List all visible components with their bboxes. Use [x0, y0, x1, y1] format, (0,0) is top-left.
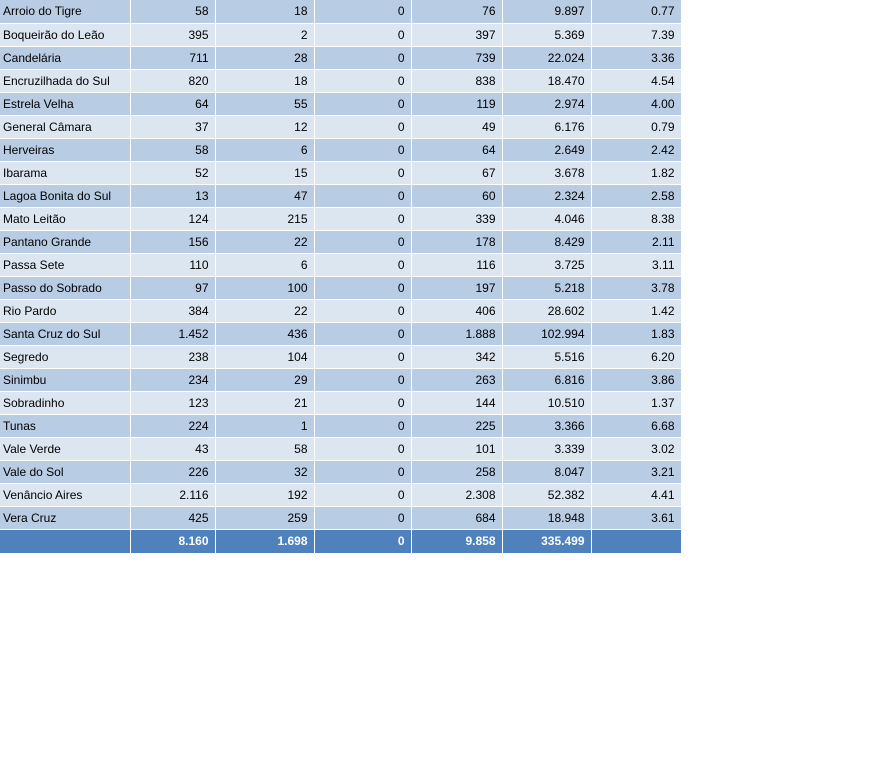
table-row: [0, 345, 681, 368]
municipality-name-cell: Estrela Velha: [0, 92, 130, 115]
value-cell-c3: 0: [314, 23, 411, 46]
value-cell-c1: 64: [130, 92, 215, 115]
value-cell-c2: 6: [215, 138, 314, 161]
municipality-name-cell: Tunas: [0, 414, 130, 437]
value-cell-c6: 1.82: [591, 161, 681, 184]
municipality-name-cell: Venâncio Aires: [0, 483, 130, 506]
value-cell-c2: 2: [215, 23, 314, 46]
value-cell-c3: 0: [314, 0, 411, 23]
value-cell-c6: 4.41: [591, 483, 681, 506]
value-cell-c4: 67: [411, 161, 502, 184]
value-cell-c6: 0.79: [591, 115, 681, 138]
value-cell-c3: 0: [314, 276, 411, 299]
table-row: [0, 437, 681, 460]
value-cell-c1: 58: [130, 0, 215, 23]
value-cell-c1: 384: [130, 299, 215, 322]
municipality-name-cell: Vera Cruz: [0, 506, 130, 529]
value-cell-c5: 22.024: [502, 46, 591, 69]
value-cell-c1: 156: [130, 230, 215, 253]
value-cell-c1: 820: [130, 69, 215, 92]
value-cell-c1: 43: [130, 437, 215, 460]
municipality-name-cell: Santa Cruz do Sul: [0, 322, 130, 345]
value-cell-c4: 178: [411, 230, 502, 253]
value-cell-c5: 3.366: [502, 414, 591, 437]
total-cell-c1: 8.160: [130, 529, 215, 553]
value-cell-c6: 3.11: [591, 253, 681, 276]
value-cell-c2: 22: [215, 299, 314, 322]
value-cell-c4: 2.308: [411, 483, 502, 506]
value-cell-c4: 60: [411, 184, 502, 207]
value-cell-c6: 4.54: [591, 69, 681, 92]
value-cell-c3: 0: [314, 92, 411, 115]
value-cell-c4: 258: [411, 460, 502, 483]
table-row: [0, 322, 681, 345]
value-cell-c4: 397: [411, 23, 502, 46]
value-cell-c3: 0: [314, 69, 411, 92]
value-cell-c2: 6: [215, 253, 314, 276]
table-row: [0, 276, 681, 299]
value-cell-c3: 0: [314, 253, 411, 276]
value-cell-c6: 0.77: [591, 0, 681, 23]
value-cell-c1: 224: [130, 414, 215, 437]
value-cell-c2: 21: [215, 391, 314, 414]
table-row: [0, 92, 681, 115]
municipality-name-cell: Arroio do Tigre: [0, 0, 130, 23]
value-cell-c1: 37: [130, 115, 215, 138]
total-cell-c4: 9.858: [411, 529, 502, 553]
municipality-name-cell: Sinimbu: [0, 368, 130, 391]
table-row: [0, 483, 681, 506]
value-cell-c4: 101: [411, 437, 502, 460]
value-cell-c6: 2.58: [591, 184, 681, 207]
value-cell-c5: 18.948: [502, 506, 591, 529]
municipality-name-cell: Encruzilhada do Sul: [0, 69, 130, 92]
value-cell-c4: 76: [411, 0, 502, 23]
table-row: [0, 69, 681, 92]
municipality-name-cell: Vale do Sol: [0, 460, 130, 483]
table-row: [0, 391, 681, 414]
value-cell-c5: 3.725: [502, 253, 591, 276]
value-cell-c2: 259: [215, 506, 314, 529]
value-cell-c5: 4.046: [502, 207, 591, 230]
value-cell-c2: 55: [215, 92, 314, 115]
value-cell-c5: 18.470: [502, 69, 591, 92]
municipality-name-cell: Ibarama: [0, 161, 130, 184]
value-cell-c5: 8.047: [502, 460, 591, 483]
table-row: [0, 414, 681, 437]
value-cell-c5: 28.602: [502, 299, 591, 322]
table-row: [0, 138, 681, 161]
value-cell-c5: 10.510: [502, 391, 591, 414]
municipality-name-cell: Candelária: [0, 46, 130, 69]
value-cell-c1: 425: [130, 506, 215, 529]
value-cell-c2: 22: [215, 230, 314, 253]
value-cell-c2: 29: [215, 368, 314, 391]
value-cell-c6: 2.11: [591, 230, 681, 253]
value-cell-c5: 52.382: [502, 483, 591, 506]
value-cell-c3: 0: [314, 46, 411, 69]
value-cell-c6: 3.36: [591, 46, 681, 69]
value-cell-c6: 3.78: [591, 276, 681, 299]
value-cell-c2: 58: [215, 437, 314, 460]
value-cell-c2: 12: [215, 115, 314, 138]
value-cell-c4: 838: [411, 69, 502, 92]
value-cell-c3: 0: [314, 161, 411, 184]
table-row: [0, 161, 681, 184]
municipality-name-cell: Mato Leitão: [0, 207, 130, 230]
value-cell-c3: 0: [314, 322, 411, 345]
value-cell-c4: 739: [411, 46, 502, 69]
value-cell-c6: 3.61: [591, 506, 681, 529]
value-cell-c4: 49: [411, 115, 502, 138]
municipality-name-cell: General Câmara: [0, 115, 130, 138]
value-cell-c1: 234: [130, 368, 215, 391]
value-cell-c5: 5.516: [502, 345, 591, 368]
municipality-name-cell: Pantano Grande: [0, 230, 130, 253]
value-cell-c3: 0: [314, 368, 411, 391]
value-cell-c2: 28: [215, 46, 314, 69]
value-cell-c4: 197: [411, 276, 502, 299]
value-cell-c3: 0: [314, 460, 411, 483]
value-cell-c2: 47: [215, 184, 314, 207]
value-cell-c4: 144: [411, 391, 502, 414]
table-row: [0, 506, 681, 529]
value-cell-c6: 1.42: [591, 299, 681, 322]
value-cell-c4: 116: [411, 253, 502, 276]
value-cell-c4: 119: [411, 92, 502, 115]
value-cell-c2: 436: [215, 322, 314, 345]
value-cell-c6: 7.39: [591, 23, 681, 46]
value-cell-c4: 339: [411, 207, 502, 230]
total-cell-c3: 0: [314, 529, 411, 553]
value-cell-c6: 3.02: [591, 437, 681, 460]
table-row: [0, 230, 681, 253]
value-cell-c5: 6.816: [502, 368, 591, 391]
value-cell-c2: 1: [215, 414, 314, 437]
value-cell-c4: 64: [411, 138, 502, 161]
value-cell-c4: 342: [411, 345, 502, 368]
value-cell-c3: 0: [314, 184, 411, 207]
municipality-name-cell: Passa Sete: [0, 253, 130, 276]
value-cell-c6: 2.42: [591, 138, 681, 161]
municipality-name-cell: Segredo: [0, 345, 130, 368]
table-row: [0, 46, 681, 69]
value-cell-c1: 110: [130, 253, 215, 276]
total-cell-c5: 335.499: [502, 529, 591, 553]
value-cell-c5: 2.649: [502, 138, 591, 161]
municipality-name-cell: Boqueirão do Leão: [0, 23, 130, 46]
municipality-name-cell: Lagoa Bonita do Sul: [0, 184, 130, 207]
value-cell-c2: 32: [215, 460, 314, 483]
value-cell-c1: 226: [130, 460, 215, 483]
value-cell-c3: 0: [314, 437, 411, 460]
value-cell-c3: 0: [314, 506, 411, 529]
value-cell-c2: 18: [215, 0, 314, 23]
value-cell-c3: 0: [314, 138, 411, 161]
value-cell-c6: 3.86: [591, 368, 681, 391]
table-row: [0, 207, 681, 230]
value-cell-c5: 5.218: [502, 276, 591, 299]
value-cell-c6: 3.21: [591, 460, 681, 483]
value-cell-c3: 0: [314, 299, 411, 322]
value-cell-c5: 2.324: [502, 184, 591, 207]
value-cell-c2: 104: [215, 345, 314, 368]
table-row: [0, 299, 681, 322]
total-row: [0, 529, 681, 553]
table-row: [0, 23, 681, 46]
value-cell-c6: 6.20: [591, 345, 681, 368]
municipality-name-cell: Passo do Sobrado: [0, 276, 130, 299]
value-cell-c3: 0: [314, 345, 411, 368]
value-cell-c5: 3.339: [502, 437, 591, 460]
table-row: [0, 184, 681, 207]
value-cell-c3: 0: [314, 230, 411, 253]
value-cell-c5: 2.974: [502, 92, 591, 115]
value-cell-c3: 0: [314, 414, 411, 437]
table-row: [0, 253, 681, 276]
value-cell-c1: 13: [130, 184, 215, 207]
value-cell-c3: 0: [314, 483, 411, 506]
value-cell-c3: 0: [314, 115, 411, 138]
value-cell-c5: 6.176: [502, 115, 591, 138]
value-cell-c4: 1.888: [411, 322, 502, 345]
value-cell-c1: 123: [130, 391, 215, 414]
value-cell-c1: 711: [130, 46, 215, 69]
value-cell-c6: 1.83: [591, 322, 681, 345]
value-cell-c6: 6.68: [591, 414, 681, 437]
table-row: [0, 115, 681, 138]
municipality-name-cell: Herveiras: [0, 138, 130, 161]
value-cell-c1: 97: [130, 276, 215, 299]
value-cell-c1: 52: [130, 161, 215, 184]
value-cell-c5: 9.897: [502, 0, 591, 23]
total-cell-c6: [591, 529, 681, 553]
municipality-name-cell: Rio Pardo: [0, 299, 130, 322]
value-cell-c6: 1.37: [591, 391, 681, 414]
value-cell-c4: 406: [411, 299, 502, 322]
value-cell-c3: 0: [314, 207, 411, 230]
value-cell-c1: 58: [130, 138, 215, 161]
total-cell-c2: 1.698: [215, 529, 314, 553]
table-row: [0, 368, 681, 391]
value-cell-c6: 4.00: [591, 92, 681, 115]
value-cell-c5: 5.369: [502, 23, 591, 46]
municipality-name-cell: Vale Verde: [0, 437, 130, 460]
value-cell-c5: 3.678: [502, 161, 591, 184]
value-cell-c4: 684: [411, 506, 502, 529]
total-label-cell: [0, 529, 130, 553]
value-cell-c1: 395: [130, 23, 215, 46]
municipality-name-cell: Sobradinho: [0, 391, 130, 414]
table-row: [0, 0, 681, 23]
value-cell-c1: 2.116: [130, 483, 215, 506]
value-cell-c2: 18: [215, 69, 314, 92]
value-cell-c4: 225: [411, 414, 502, 437]
value-cell-c2: 15: [215, 161, 314, 184]
value-cell-c2: 192: [215, 483, 314, 506]
value-cell-c1: 1.452: [130, 322, 215, 345]
value-cell-c5: 8.429: [502, 230, 591, 253]
value-cell-c4: 263: [411, 368, 502, 391]
value-cell-c2: 215: [215, 207, 314, 230]
value-cell-c6: 8.38: [591, 207, 681, 230]
value-cell-c2: 100: [215, 276, 314, 299]
table-row: [0, 460, 681, 483]
value-cell-c3: 0: [314, 391, 411, 414]
value-cell-c5: 102.994: [502, 322, 591, 345]
value-cell-c1: 124: [130, 207, 215, 230]
value-cell-c1: 238: [130, 345, 215, 368]
